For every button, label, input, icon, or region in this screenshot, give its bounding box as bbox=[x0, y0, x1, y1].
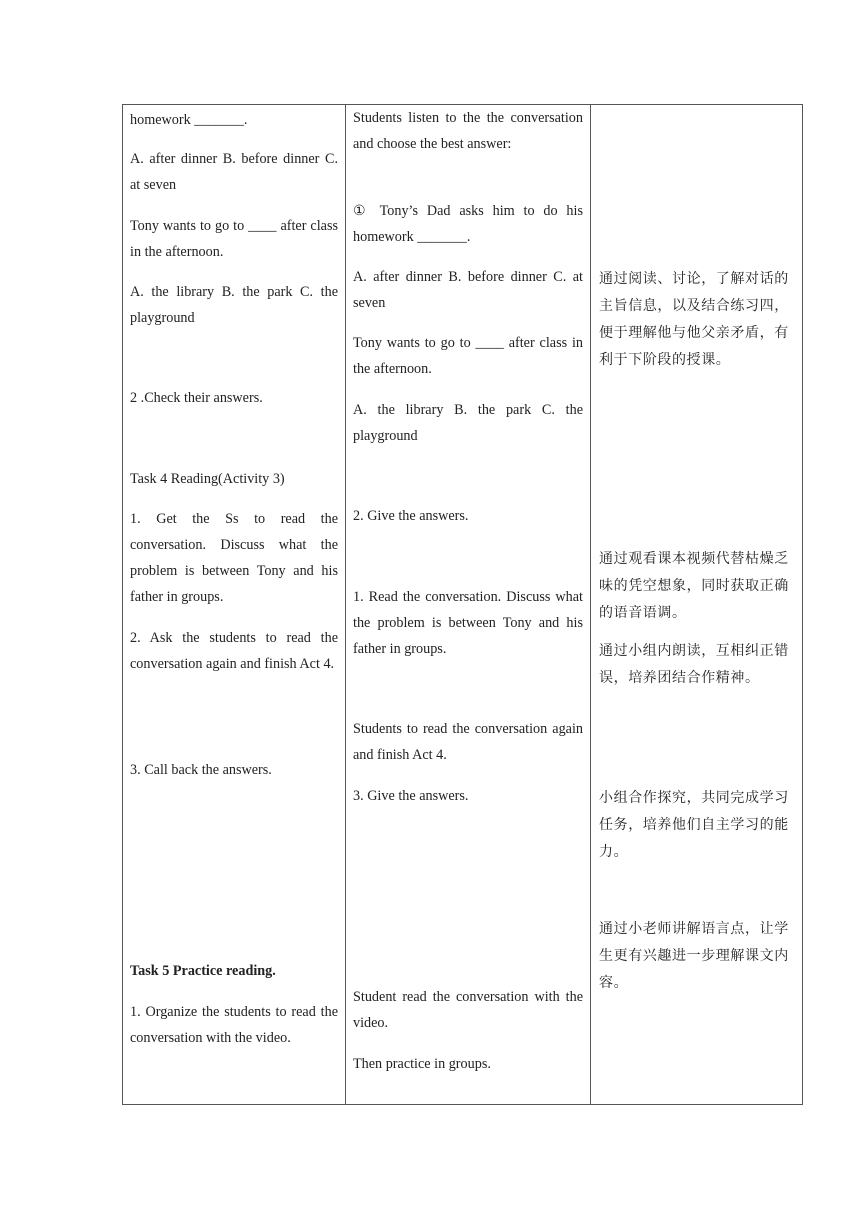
student-text: A. the library B. the park C. the playground bbox=[353, 402, 583, 444]
student-text: 1. Read the conversation. Discuss what the problem is between Tony and his father in groups. bbox=[353, 589, 583, 657]
teacher-text: homework _______. bbox=[130, 112, 248, 128]
purpose-text: 通过小组内朗读，互相纠正错误，培养团结合作精神。 bbox=[599, 643, 789, 686]
task-heading: Task 5 Practice reading. bbox=[130, 963, 276, 979]
student-text: Students to read the conversation again and finish Act 4. bbox=[353, 721, 583, 763]
student-text: Then practice in groups. bbox=[353, 1056, 491, 1072]
design-purpose-cell bbox=[591, 105, 802, 1104]
teacher-text: A. after dinner B. before dinner C. at seven bbox=[130, 151, 338, 193]
teacher-text: Task 4 Reading(Activity 3) bbox=[130, 471, 285, 487]
student-text: Tony wants to go to ____ after class in the afternoon. bbox=[353, 335, 583, 377]
student-text: Student read the conversation with the video. bbox=[353, 989, 583, 1031]
teacher-text: 1. Organize the students to read the conversation with the video. bbox=[130, 1004, 338, 1046]
teacher-text: 2 .Check their answers. bbox=[130, 390, 263, 406]
student-text: ① Tony’s Dad asks him to do his homework _______. bbox=[353, 203, 583, 245]
teacher-text: 1. Get the Ss to read the conversation. Discuss what the problem is between Tony and his father in groups. bbox=[130, 511, 338, 605]
teacher-text: A. the library B. the park C. the playground bbox=[130, 284, 338, 326]
student-text: 2. Give the answers. bbox=[353, 508, 469, 524]
purpose-text: 通过观看课本视频代替枯燥乏味的凭空想象，同时获取正确的语音语调。 bbox=[599, 551, 789, 621]
student-text: A. after dinner B. before dinner C. at seven bbox=[353, 269, 583, 311]
teacher-text: Tony wants to go to ____ after class in the afternoon. bbox=[130, 218, 338, 260]
purpose-text: 小组合作探究，共同完成学习任务，培养他们自主学习的能力。 bbox=[599, 790, 789, 860]
student-text: Students listen to the the conversation and choose the best answer: bbox=[353, 110, 583, 152]
teacher-text: 2. Ask the students to read the conversation again and finish Act 4. bbox=[130, 630, 338, 672]
lesson-plan-table bbox=[122, 104, 803, 1105]
purpose-text: 通过阅读、讨论，了解对话的主旨信息，以及结合练习四，便于理解他与他父亲矛盾，有利于下阶段的授课。 bbox=[599, 271, 789, 368]
teacher-text: 3. Call back the answers. bbox=[130, 762, 272, 778]
teacher-activity-cell bbox=[123, 105, 345, 1104]
student-text: 3. Give the answers. bbox=[353, 788, 469, 804]
purpose-text: 通过小老师讲解语言点，让学生更有兴趣进一步理解课文内容。 bbox=[599, 921, 789, 991]
student-activity-cell bbox=[346, 105, 590, 1104]
